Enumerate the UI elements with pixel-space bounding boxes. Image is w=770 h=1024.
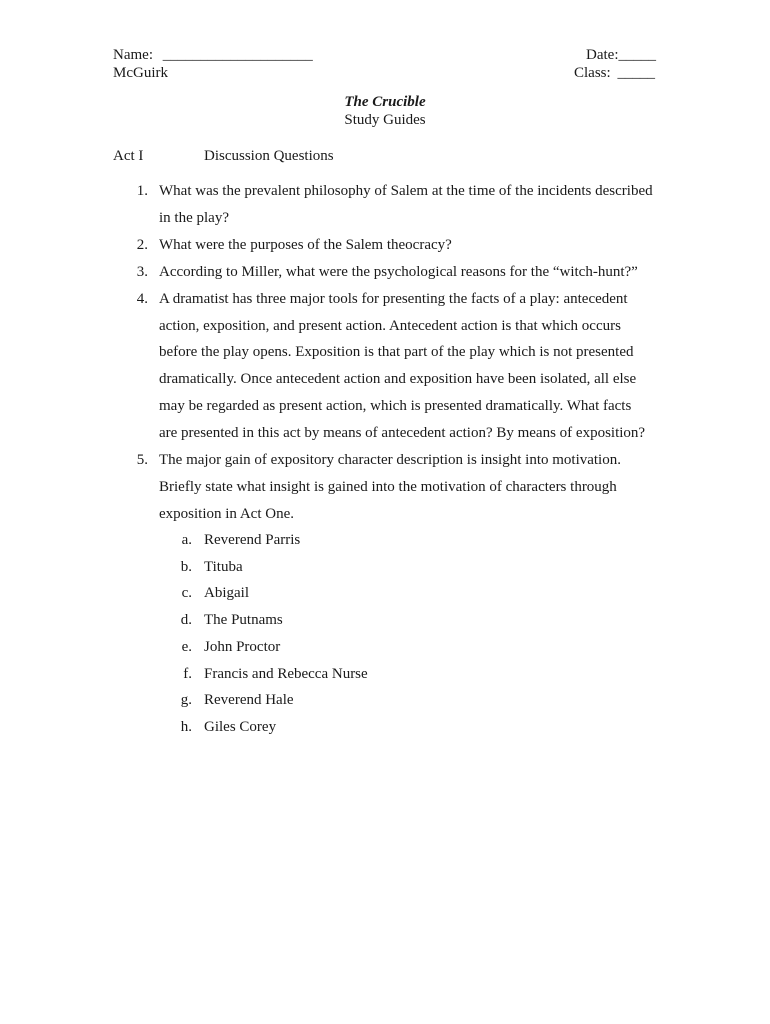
character-name: John Proctor <box>204 638 281 655</box>
class-field <box>574 65 655 82</box>
act-label: Act I <box>113 148 144 164</box>
character-name: Reverend Parris <box>204 532 301 548</box>
character-letter: g. <box>180 692 192 709</box>
character-letter: f. <box>183 665 192 682</box>
name-blank: ____________________ <box>162 47 313 63</box>
character-name: Francis and Rebecca Nurse <box>204 665 368 682</box>
teacher-name: McGuirk <box>113 65 168 81</box>
question-text-line: dramatically. Once antecedent action and exposition have been isolated, all else <box>159 371 637 388</box>
question-text-line: The major gain of expository character description is insight into motivation. <box>159 452 621 468</box>
character-letter: e. <box>181 638 192 655</box>
question-text-line: What were the purposes of the Salem theocracy? <box>159 236 452 253</box>
character-name: The Putnams <box>204 612 283 629</box>
question-number: 1. <box>136 183 148 199</box>
question-text-line: action, exposition, and present action. Antecedent action is that which occurs <box>159 317 621 334</box>
question-text-line: What was the prevalent philosophy of Salem at the time of the incidents described <box>159 183 653 199</box>
class-blank: _____ <box>617 65 655 81</box>
question-number: 5. <box>136 452 148 468</box>
character-letter: a. <box>181 532 192 548</box>
question-number: 2. <box>136 236 148 253</box>
character-letter: c. <box>181 585 192 602</box>
question-text-line: According to Miller, what were the psychological reasons for the “witch-hunt?” <box>159 263 638 280</box>
character-letter: h. <box>180 718 192 735</box>
character-name: Reverend Hale <box>204 692 294 709</box>
character-name: Tituba <box>204 558 243 575</box>
question-text-line: Briefly state what insight is gained into the motivation of characters through <box>159 478 617 495</box>
question-number: 3. <box>136 263 148 280</box>
date-blank: _____ <box>618 47 656 63</box>
character-letter: d. <box>180 612 192 629</box>
document-title: The Crucible <box>344 94 426 110</box>
date-label: Date: <box>586 47 619 63</box>
question-text-line: may be regarded as present action, which is presented dramatically. What facts <box>159 398 632 415</box>
question-text-line: before the play opens. Exposition is that part of the play which is not presented <box>159 344 634 361</box>
date-field <box>586 47 656 64</box>
class-label: Class: <box>574 65 611 81</box>
name-field <box>113 47 313 64</box>
character-name: Abigail <box>204 585 249 602</box>
question-text-line: in the play? <box>159 209 229 226</box>
character-name: Giles Corey <box>204 718 277 735</box>
section-heading: Discussion Questions <box>204 148 334 164</box>
document-subtitle: Study Guides <box>344 112 426 128</box>
name-label: Name: <box>113 47 153 63</box>
question-number: 4. <box>136 290 148 307</box>
question-text-line: A dramatist has three major tools for presenting the facts of a play: antecedent <box>159 290 628 307</box>
question-text-line: are presented in this act by means of antecedent action? By means of exposition? <box>159 425 646 442</box>
character-letter: b. <box>180 558 192 575</box>
question-text-line: exposition in Act One. <box>159 505 294 522</box>
